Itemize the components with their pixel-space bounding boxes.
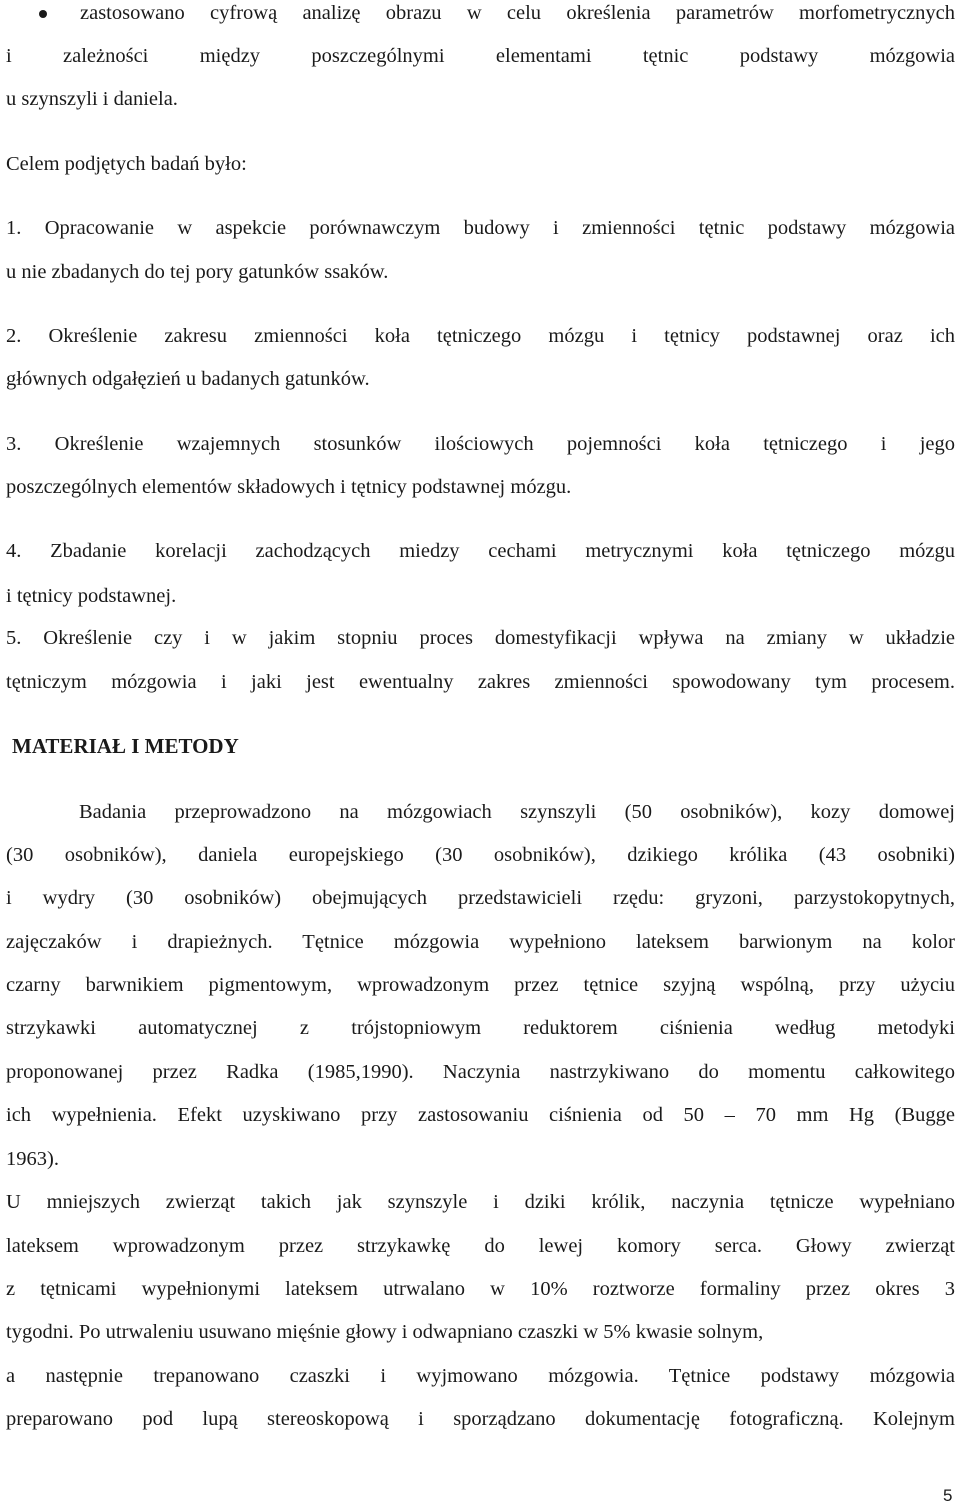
- text-line: (30 osobników), daniela europejskiego (30 osobników), dzikiego królika (43 osobniki): [6, 844, 955, 866]
- text-line: Badania przeprowadzono na mózgowiach szynszyli (50 osobników), kozy domowej: [79, 801, 955, 823]
- text-line: z tętnicami wypełnionymi lateksem utrwalano w 10% roztworze formaliny przez okres 3: [6, 1278, 955, 1300]
- aim-line: poszczególnych elementów składowych i tętnicy podstawnej mózgu.: [6, 476, 572, 498]
- text-line: a następnie trepanowano czaszki i wyjmowano mózgowia. Tętnice podstawy mózgowia: [6, 1365, 955, 1387]
- aims-intro: Celem podjętych badań było:: [6, 153, 247, 175]
- section-heading: MATERIAŁ I METODY: [12, 734, 239, 758]
- page-number: 5: [943, 1486, 953, 1505]
- aim-line: 3. Określenie wzajemnych stosunków ilościowych pojemności koła tętniczego i jego: [6, 433, 955, 455]
- bullet-icon: [39, 10, 47, 18]
- aim-line: 1. Opracowanie w aspekcie porównawczym budowy i zmienności tętnic podstawy mózgowia: [6, 217, 955, 239]
- aim-line: tętniczym mózgowia i jaki jest ewentualny zakres zmienności spowodowany tym procesem.: [6, 671, 955, 693]
- text-line: strzykawki automatycznej z trójstopniowym reduktorem ciśnienia według metodyki: [6, 1017, 955, 1039]
- text-line: zastosowano cyfrową analizę obrazu w celu określenia parametrów morfometrycznych: [80, 2, 955, 24]
- aim-line: i tętnicy podstawnej.: [6, 585, 177, 607]
- aim-line: 2. Określenie zakresu zmienności koła tętniczego mózgu i tętnicy podstawnej oraz ich: [6, 325, 955, 347]
- text-line: ich wypełnienia. Efekt uzyskiwano przy zastosowaniu ciśnienia od 50 – 70 mm Hg (Bugge: [6, 1104, 955, 1126]
- text-line: i zależności między poszczególnymi elementami tętnic podstawy mózgowia: [6, 45, 955, 67]
- aim-line: u nie zbadanych do tej pory gatunków ssaków.: [6, 261, 389, 283]
- text-line: 1963).: [6, 1148, 59, 1170]
- text-line: tygodni. Po utrwaleniu usuwano mięśnie głowy i odwapniano czaszki w 5% kwasie solnym,: [6, 1321, 764, 1343]
- aim-line: 4. Zbadanie korelacji zachodzących miedzy cechami metrycznymi koła tętniczego mózgu: [6, 540, 955, 562]
- text-line: preparowano pod lupą stereoskopową i sporządzano dokumentację fotograficzną. Kolejnym: [6, 1408, 955, 1430]
- aim-line: głównych odgałęzień u badanych gatunków.: [6, 368, 370, 390]
- text-line: i wydry (30 osobników) obejmujących przedstawicieli rzędu: gryzoni, parzystokopytnych,: [6, 887, 955, 909]
- text-line: U mniejszych zwierząt takich jak szynszyle i dziki królik, naczynia tętnicze wypełniano: [6, 1191, 955, 1213]
- text-line: czarny barwnikiem pigmentowym, wprowadzonym przez tętnice szyjną wspólną, przy użyciu: [6, 974, 955, 996]
- text-line: lateksem wprowadzonym przez strzykawkę do lewej komory serca. Głowy zwierząt: [6, 1235, 955, 1257]
- text-line: zajęczaków i drapieżnych. Tętnice mózgowia wypełniono lateksem barwionym na kolor: [6, 931, 955, 953]
- text-line: proponowanej przez Radka (1985,1990). Naczynia nastrzykiwano do momentu całkowitego: [6, 1061, 955, 1083]
- aim-line: 5. Określenie czy i w jakim stopniu proces domestyfikacji wpływa na zmiany w układzie: [6, 627, 955, 649]
- text-line: u szynszyli i daniela.: [6, 88, 178, 110]
